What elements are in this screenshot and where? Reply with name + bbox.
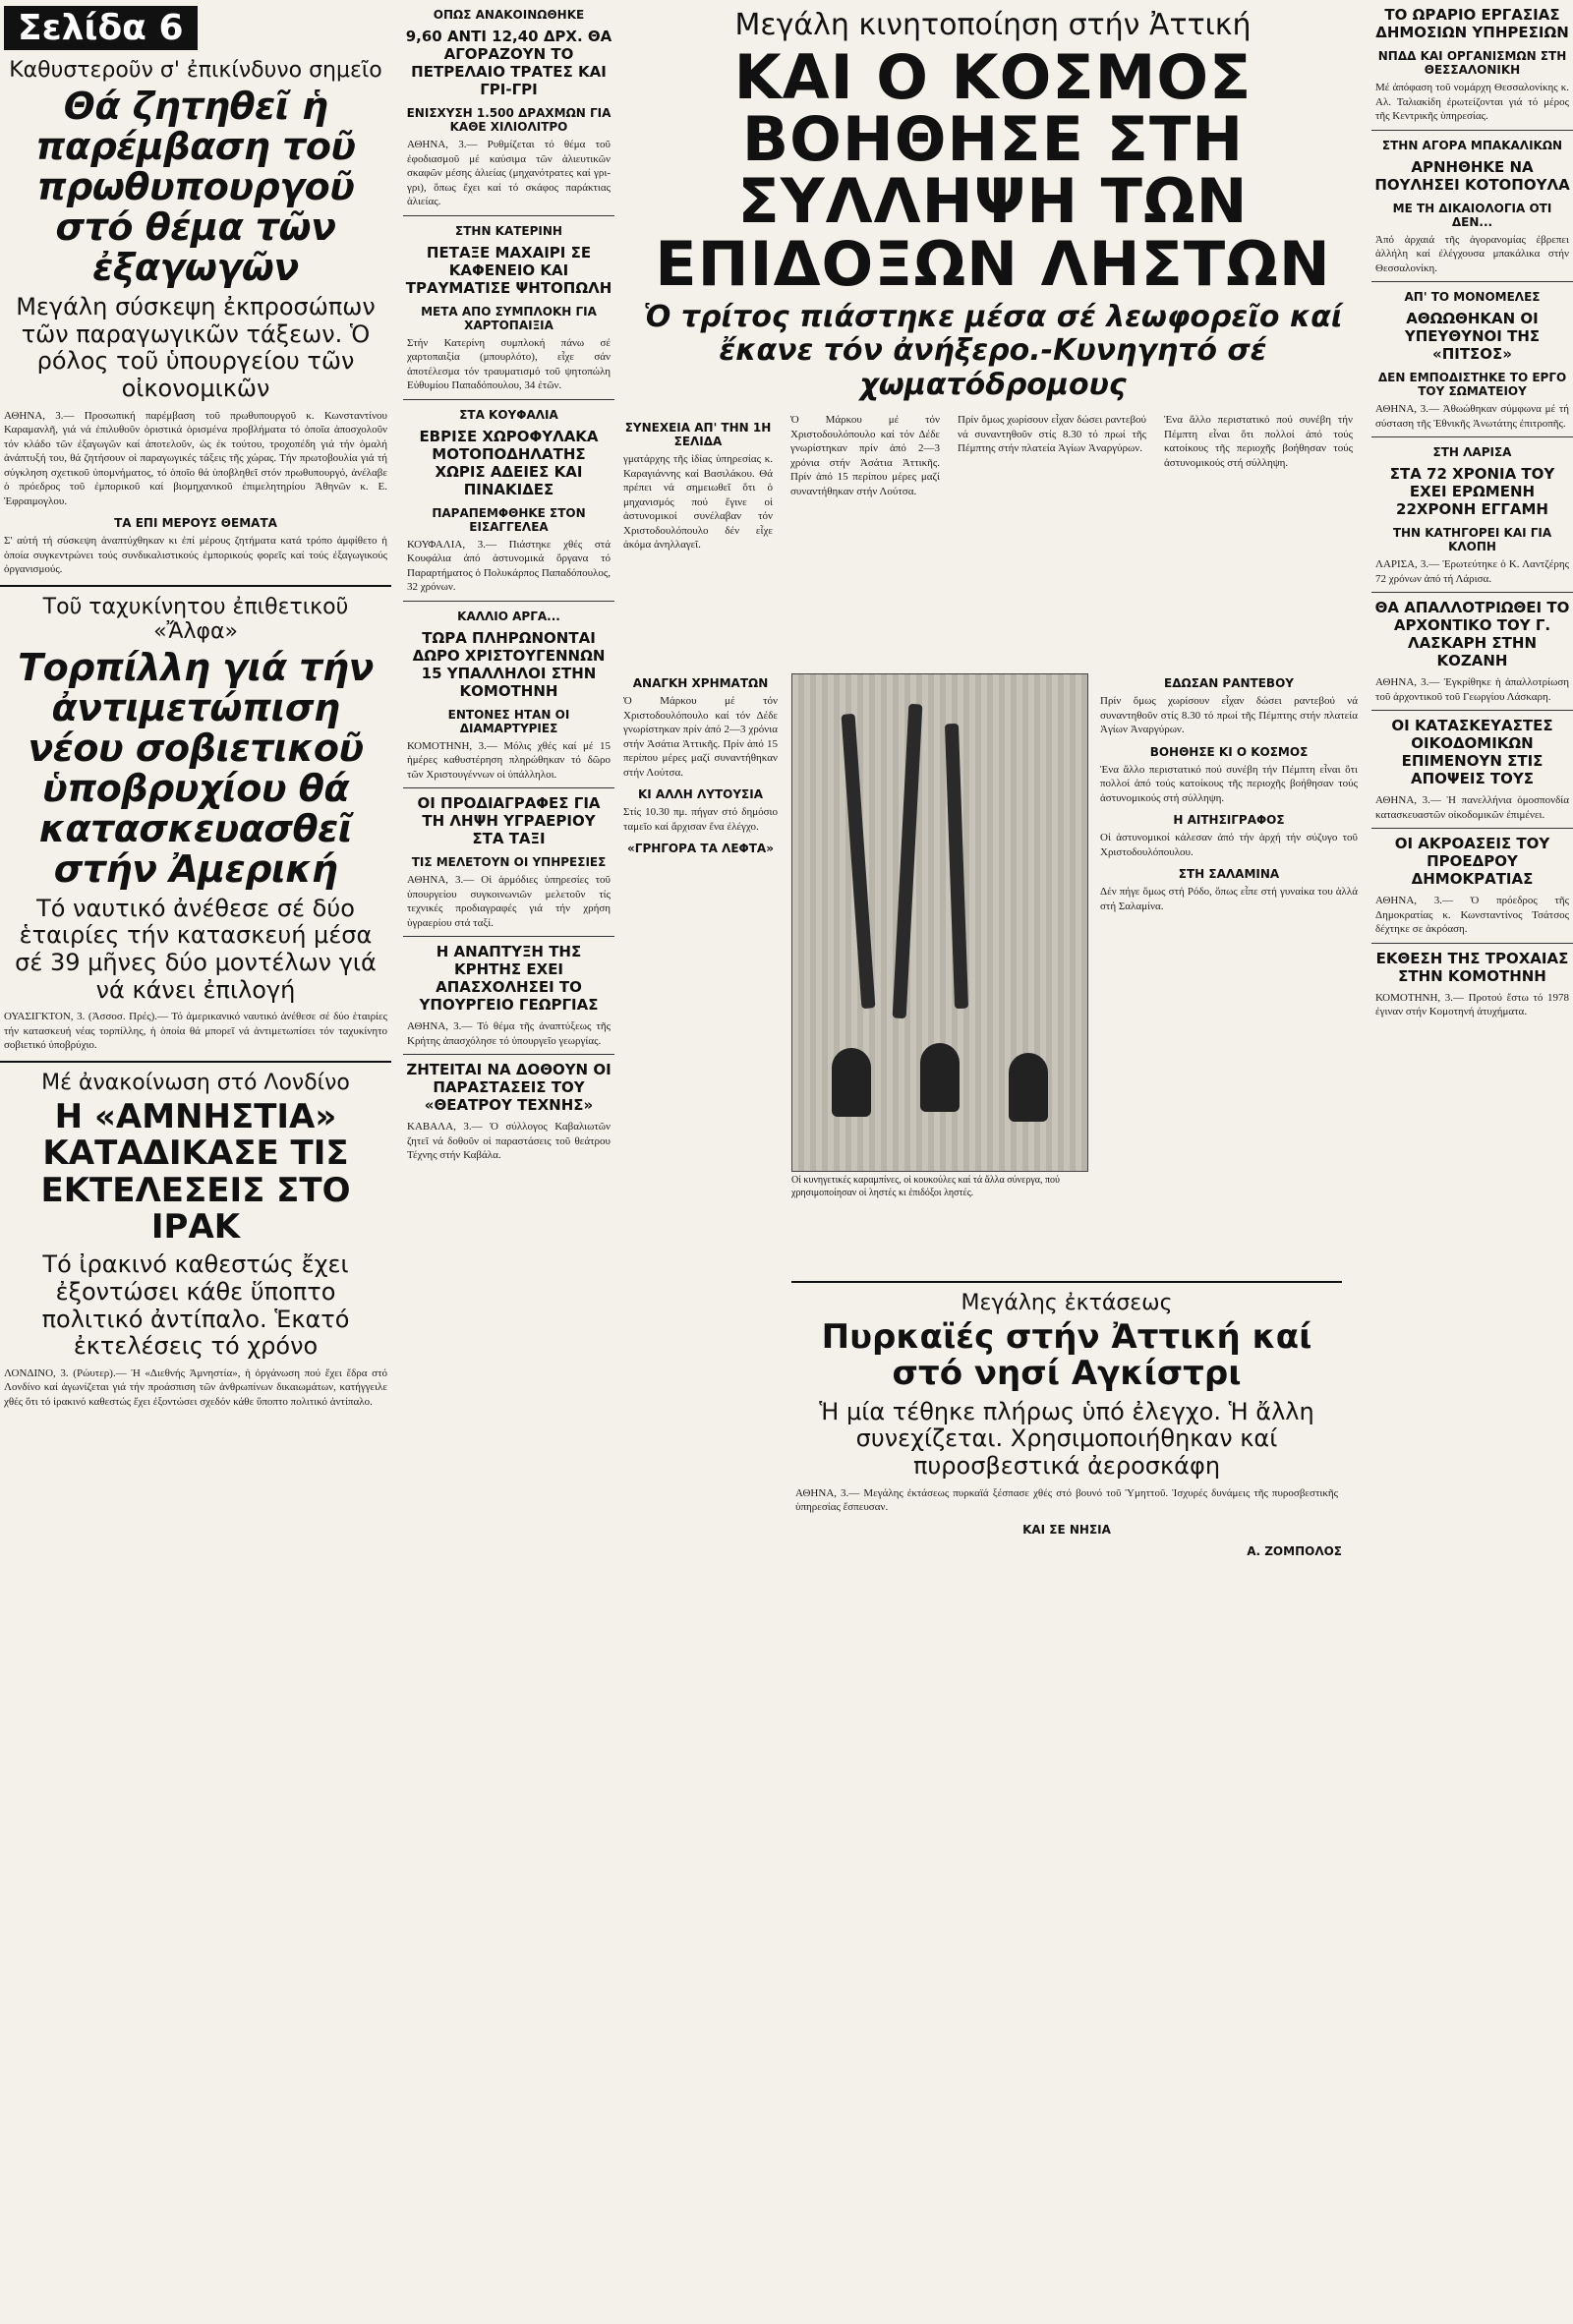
story2-subhead: Τό ναυτικό ἀνέθεσε σέ δύο ἑταιρίες τήν κατασκευή μέσα σέ 39 μῆνες δύο μοντέλων γιά νά κάνει ἐπιλογή bbox=[15, 894, 377, 1004]
main-body-7: Στίς 10.30 πμ. πήγαν στό δημόσιο ταμεῖο καί ἄρχισαν ἕνα ἐλέγχο. bbox=[623, 806, 778, 833]
column-right bbox=[1371, 0, 1573, 2324]
main-body-4b: Ἐνα ἄλλο περιστατικό πού συνέβη τήν Πέμπτη εἶναι ὅτι πολλοί ἀπό τούς κατοίκους τῆς περιοχῆς βοήθησαν τούς ἀστυνομικούς στή σύλληψη. bbox=[1100, 763, 1358, 804]
right2-body: Ἀπό ἀρχαιά τῆς ἀγορανομίας ἐβρεπει ἁλλήλη καί ἐλέγχουσα μπακάλικα στήν Θεσσαλονίκη. bbox=[1375, 233, 1569, 274]
story3-subhead: Τό ἰρακινό καθεστώς ἔχει ἐξοντώσει κάθε ὕποπτο πολιτικό ἀντίπαλο. Ἑκατό ἐκτελέσεις τό χρόνο bbox=[41, 1250, 350, 1361]
fire-sub: ΚΑΙ ΣΕ ΝΗΣΙΑ bbox=[1022, 1522, 1111, 1537]
notice-body: ΑΘΗΝΑ, 3.— Ρυθμίζεται τό θέμα τοῦ ἐφοδιασμοῦ μέ καύσιμα τῶν ἁλιευτικῶν σκαφῶν μέσης ἁλιείας (μηχανότρατες καί γρι-γρι), ὅπως ἔχει καί τό σκάφος παράκτιας ἁλιείας. bbox=[407, 139, 611, 208]
main-kicker: Μεγάλη κινητοποίηση στήν Ἀττική bbox=[734, 8, 1252, 42]
main-body-4: Ἐνα ἄλλο περιστατικό πού συνέβη τήν Πέμπτη εἶναι ὅτι πολλοί ἀπό τούς κατοίκους τῆς περιοχῆς βοήθησαν τούς ἀστυνομικούς στή σύλληψη. bbox=[1164, 414, 1353, 469]
right3-body: ΑΘΗΝΑ, 3.— Ἀθωώθηκαν σύμφωνα μέ τή σύσταση τῆς Ἐθνικῆς Ἀνωτάτης ἐπιτροπῆς. bbox=[1375, 403, 1569, 430]
divider bbox=[403, 399, 614, 400]
right1-body: Μέ ἀπόφαση τοῦ νομάρχη Θεσσαλονίκης κ. Αλ. Ταλιακίδη ἐρωτείζονται γιά τό μέρος τῆς Κεντρικῆς ὑπηρεσίας. bbox=[1375, 82, 1569, 123]
main-text-top bbox=[619, 413, 1367, 556]
fire-headline: Πυρκαϊές στήν Ἀττική καί στό νησί Αγκίστρι bbox=[821, 1317, 1312, 1394]
divider bbox=[0, 1061, 391, 1063]
brief5-headline: ΟΙ ΠΡΟΔΙΑΓΡΑΦΕΣ ΓΙΑ ΤΗ ΛΗΨΗ ΥΓΡΑΕΡΙΟΥ ΣΤΑ ΤΑΞΙ bbox=[417, 794, 601, 848]
brief6-body: ΑΘΗΝΑ, 3.— Τό θέμα τῆς ἀναπτύξεως τῆς Κρήτης ἀπασχόλησε τό ὑπουργεῖο γεωργίας. bbox=[407, 1020, 611, 1047]
hood-shape bbox=[1009, 1053, 1048, 1122]
right3-kicker: ΑΠ' ΤΟ ΜΟΝΟΜΕΛΕΣ bbox=[1404, 290, 1541, 305]
main-story bbox=[619, 0, 1367, 2324]
brief4-subhead: ΕΝΤΟΝΕΣ ΗΤΑΝ ΟΙ ΔΙΑΜΑΡΤΥΡΙΕΣ bbox=[447, 707, 570, 735]
divider bbox=[1371, 436, 1573, 437]
right2-headline: ΑΡΝΗΘΗΚΕ ΝΑ ΠΟΥΛΗΣΕΙ ΚΟΤΟΠΟΥΛΑ bbox=[1374, 157, 1570, 194]
brief6-headline: Η ΑΝΑΠΤΥΞΗ ΤΗΣ ΚΡΗΤΗΣ ΕΧΕΙ ΑΠΑΣΧΟΛΗΣΕΙ ΤΟ ΥΠΟΥΡΓΕΙΟ ΓΕΩΡΓΙΑΣ bbox=[419, 943, 599, 1015]
brief4-body: ΚΟΜΟΤΗΝΗ, 3.— Μόλις χθές καί μέ 15 ἡμέρες καθυστέρηση πληρώθηκαν τό δῶρο τῶν Χριστουγέννων οἱ ὑπάλληλοι. bbox=[407, 739, 611, 781]
story2-headline: Τορπίλλη γιά τήν ἀντιμετώπιση νέου σοβιετικοῦ ὑποβρυχίου θά κατασκευασθεῖ στήν Ἀμερική bbox=[18, 645, 374, 891]
divider bbox=[403, 936, 614, 937]
hood-shape bbox=[832, 1048, 871, 1117]
brief2-body: Στήν Κατερίνη συμπλοκή πάνω σέ χαρτοπαιξία (μπουρλότο), εἶχε σάν ἀποτέλεσμα τόν τραυματισμό τοῦ ψητοπώλη Εὐθυμίου Παπαδόπουλου, 34 ἐτῶν. bbox=[407, 336, 611, 392]
right3-subhead: ΔΕΝ ΕΜΠΟΔΙΣΤΗΚΕ ΤΟ ΕΡΓΟ ΤΟΥ ΣΩΜΑΤΕΙΟΥ bbox=[1377, 371, 1567, 399]
right4-headline: ΣΤΑ 72 ΧΡΟΝΙΑ ΤΟΥ ΕΧΕΙ ΕΡΩΜΕΝΗ 22ΧΡΟΝΗ ΕΓΓΑΜΗ bbox=[1389, 465, 1555, 519]
main-sub-1: ΑΝΑΓΚΗ ΧΡΗΜΑΤΩΝ bbox=[632, 676, 769, 690]
story1-subhead: Μεγάλη σύσκεψη ἐκπροσώπων τῶν παραγωγικῶν τάξεων. Ὁ ρόλος τοῦ ὑπουργείου τῶν οἰκονομικῶν bbox=[16, 293, 376, 402]
photo-caption: Οἱ κυνηγετικές καραμπίνες, οἱ κουκούλες καί τά ἄλλα σύνεργα, πού χρησιμοποίησαν οἱ ληστές κι ἐπιδόξοι ληστές. bbox=[791, 1175, 1060, 1198]
main-sub-4: Η ΑΙΤΗΣΙΓΡΑΦΟΣ bbox=[1173, 813, 1285, 828]
hood-shape bbox=[920, 1043, 960, 1112]
story3-headline: Η «ΑΜΝΗΣΤΙΑ» ΚΑΤΑΔΙΚΑΣΕ ΤΙΣ ΕΚΤΕΛΕΣΕΙΣ ΣΤΟ ΙΡΑΚ bbox=[40, 1096, 351, 1247]
brief4-kicker: ΚΑΛΛΙΟ ΑΡΓΑ... bbox=[457, 609, 560, 623]
divider bbox=[403, 601, 614, 602]
signature: Α. ΖΟΜΠΟΛΟΣ bbox=[1247, 1543, 1342, 1558]
divider bbox=[1371, 281, 1573, 282]
divider bbox=[403, 215, 614, 216]
fire-story bbox=[791, 1273, 1342, 1562]
fire-subhead: Ἡ μία τέθηκε πλήρως ὑπό ἐλεγχο. Ἡ ἄλλη συνεχίζεται. Χρησιμοποιήθηκαν καί πυροσβεστικά ἀεροσκάφη bbox=[819, 1397, 1314, 1480]
notice-subhead: ΕΝΙΣΧΥΣΗ 1.500 ΔΡΑΧΜΩΝ ΓΙΑ ΚΑΘΕ ΧΙΛΙΟΛΙΤΡΟ bbox=[406, 106, 612, 134]
right5-body: ΑΘΗΝΑ, 3.— Ἐγκρίθηκε ἡ ἀπαλλοτρίωση τοῦ ἀρχοντικοῦ τοῦ Γεωργίου Λάσκαρη. bbox=[1375, 676, 1569, 703]
notice-kicker: ΟΠΩΣ ΑΝΑΚΟΙΝΩΘΗΚΕ bbox=[433, 8, 585, 22]
main-sub-7: «ΓΡΗΓΟΡΑ ΤΑ ΛΕΦΤΑ» bbox=[627, 842, 774, 856]
story1-body: ΑΘΗΝΑ, 3.— Προσωπική παρέμβαση τοῦ πρωθυπουργοῦ κ. Κωνσταντίνου Καραμανλῆ, γιά νά ἐπιλυθοῦν ὁριστικά ὁρισμένα προβλήματα τό ὁποῖα ἀποσχολοῦν τόν κλάδο τῶν ἐξαγωγῶν καί ἀποτελοῦν, ὡς ἐκ τούτου, τροχοπέδη γιά τήν ὁμαλή ἀνάπτυξή του, θά ζητήσουν οἱ παραγωγικές τάξεις τῆς χώρας. Τήν πρωτοβουλία γιά τή σύγκληση σχετικοῦ ὑπομνήματος, τό ὁποῖο θά ὑποβληθεῖ στόν πρωθυπουργό, ἀνέλαβε ὁ πρόεδρος τοῦ ἐμπορικοῦ καί βιομηχανικοῦ ἐπιμελητηρίου Ἀθηνῶν κ. Ε. Ἐφραιμογλου. bbox=[4, 409, 387, 507]
story1-section-a: ΤΑ ΕΠΙ ΜΕΡΟΥΣ ΘΕΜΑΤΑ bbox=[114, 516, 277, 531]
main-sub-3: ΒΟΗΘΗΣΕ ΚΙ Ο ΚΟΣΜΟΣ bbox=[1149, 744, 1309, 759]
rifle-shape bbox=[945, 724, 968, 1009]
main-body-1: γματάρχης τῆς ἰδίας ὑπηρεσίας κ. Καραγιάννης καί Βασιλάκου. Θά πρέπει νά σημειωθεῖ ὅτι ὁ μηχανισμός πού ἔγινε οἱ ἀστυνομικοί συνέλαβαν τόν Χριστοδουλόπουλο δέν εἶχε ἀκόμα ἀνηλλαγεῖ. bbox=[623, 453, 773, 552]
story2-body: ΟΥΑΣΙΓΚΤΟΝ, 3. (Ἀσσοσ. Πρές).— Τό ἀμερικανικό ναυτικό ἀνέθεσε σέ δύο ἑταιρίες τήν κατασκευή νέας τορπίλλης, ἡ ὁποία θά μπορεῖ νά ἀντιμετωπίσει τόν ταχυκίνητο σοβιετικό ὑποβρύχιο. bbox=[4, 1011, 387, 1052]
story2-kicker: Τοῦ ταχυκίνητου ἐπιθετικοῦ «Ἄλφα» bbox=[42, 594, 349, 644]
main-sub-5: ΣΤΗ ΣΑΛΑΜΙΝΑ bbox=[1178, 867, 1280, 882]
fire-kicker: Μεγάλης ἐκτάσεως bbox=[961, 1291, 1173, 1315]
right2-kicker: ΣΤΗΝ ΑΓΟΡΑ ΜΠΑΚΑΛΙΚΩΝ bbox=[1381, 138, 1563, 152]
right8-body: ΚΟΜΟΤΗΝΗ, 3.— Προτού ἔστω τό 1978 ἐγιναν στήν Κομοτηνή ἀτυχήματα. bbox=[1375, 991, 1569, 1018]
story1-kicker: Καθυστεροῦν σ' ἐπικίνδυνο σημεῖο bbox=[9, 58, 382, 83]
weapons-photo bbox=[791, 673, 1088, 1172]
brief5-body: ΑΘΗΝΑ, 3.— Οἱ ἁρμόδιες ὑπηρεσίες τοῦ ὑπουργείου συγκοινωνιῶν μελετοῦν τίς τεχνικές προδιαγραφές γιά τήν χρήση ὑγραερίου στά ταξί. bbox=[407, 874, 611, 929]
main-text-right bbox=[1096, 668, 1367, 917]
main-sub-2: ΕΔΩΣΑΝ ΡΑΝΤΕΒΟΥ bbox=[1164, 676, 1294, 690]
brief3-body: ΚΟΥΦΑΛΙΑ, 3.— Πιάστηκε χθές στά Κουφάλια ἀπό ἀστυνομικά ὄργανα τό Παραρτήματος ὁ Πολυκάρπος Παπαδόπουλος, 32 χρόνων. bbox=[407, 538, 611, 594]
column-left bbox=[0, 0, 391, 2324]
brief2-subhead: ΜΕΤΑ ΑΠΟ ΣΥΜΠΛΟΚΗ ΓΙΑ ΧΑΡΤΟΠΑΙΞΙΑ bbox=[421, 304, 597, 332]
column-briefs bbox=[403, 0, 614, 2324]
divider bbox=[1371, 130, 1573, 131]
divider bbox=[403, 1054, 614, 1055]
brief3-headline: ΕΒΡΙΣΕ ΧΩΡΟΦΥΛΑΚΑ ΜΟΤΟΠΟΔΗΛΑΤΗΣ ΧΩΡΙΣ ΑΔΕΙΕΣ ΚΑΙ ΠΙΝΑΚΙΔΕΣ bbox=[419, 427, 599, 498]
brief7-body: ΚΑΒΑΛΑ, 3.— Ὁ σύλλογος Καβαλιωτῶν ζητεῖ νά δοθοῦν οἱ παραστάσεις τοῦ θεάτρου Τέχνης στήν Καβάλα. bbox=[407, 1121, 611, 1162]
story1-headline: Θά ζητηθεῖ ἡ παρέμβαση τοῦ πρωθυπουργοῦ στό θέμα τῶν ἐξαγωγῶν bbox=[35, 85, 356, 290]
brief3-kicker: ΣΤΑ ΚΟΥΦΑΛΙΑ bbox=[459, 407, 558, 422]
right1-subhead: ΝΠΔΔ ΚΑΙ ΟΡΓΑΝΙΣΜΩΝ ΣΤΗ ΘΕΣΣΑΛΟΝΙΚΗ bbox=[1377, 49, 1567, 77]
divider bbox=[1371, 943, 1573, 944]
story3-kicker: Μέ ἀνακοίνωση στό Λονδίνο bbox=[41, 1070, 350, 1095]
main-body-3: Πρίν ὅμως χωρίσουν εἶχαν δώσει ραντεβού νά συναντηθοῦν στίς 8.30 τό πρωί τῆς Πέμπτης στήν πλατεία Ἁγίων Ἀναργύρων. bbox=[958, 414, 1146, 455]
main-text-left bbox=[619, 668, 786, 859]
divider bbox=[1371, 592, 1573, 593]
main-body-3b: Πρίν ὅμως χωρίσουν εἶχαν δώσει ραντεβού νά συναντηθοῦν στίς 8.30 τό πρωί τῆς Πέμπτης στήν πλατεία Ἁγίων Ἀναργύρων. bbox=[1100, 695, 1358, 736]
brief7-headline: ΖΗΤΕΙΤΑΙ ΝΑ ΔΟΘΟΥΝ ΟΙ ΠΑΡΑΣΤΑΣΕΙΣ ΤΟΥ «ΘΕΑΤΡΟΥ ΤΕΧΝΗΣ» bbox=[406, 1061, 612, 1115]
main-body-2: Ὁ Μάρκου μέ τόν Χριστοδουλόπουλο καί τόν Δέδε γνωρίστηκαν πρίν ἀπό 2—3 χρόνια στήν Ἀσάτια Ἀττικῆς. Πρίν ἀπό 15 περίπου μέρες μαζί συναντήθηκαν στήν Λούτσα. bbox=[623, 695, 778, 779]
right3-headline: ΑΘΩΩΘΗΚΑΝ ΟΙ ΥΠΕΥΘΥΝΟΙ ΤΗΣ «ΠΙΤΣΟΣ» bbox=[1404, 310, 1541, 364]
divider bbox=[0, 585, 391, 587]
main-body-intro: Ὁ Μάρκου μέ τόν Χριστοδουλόπουλο καί τόν Δέδε γνωρίστηκαν πρίν ἀπό 2—3 χρόνια στήν Ἀσάτια Ἀττικῆς. Πρίν ἀπό 15 περίπου μέρες μαζί συναντήθηκαν στήν Λούτσα. bbox=[790, 414, 940, 497]
right5-headline: ΘΑ ΑΠΑΛΛΟΤΡΙΩΘΕΙ ΤΟ ΑΡΧΟΝΤΙΚΟ ΤΟΥ Γ. ΛΑΣΚΑΡΗ ΣΤΗΝ ΚΟΖΑΝΗ bbox=[1374, 599, 1570, 670]
main-subheadline: Ὁ τρίτος πιάστηκε μέσα σέ λεωφορεῖο καί ἔκανε τόν ἀνήξερο.-Κυνηγητό σέ χωματόδρομους bbox=[643, 299, 1343, 402]
rifle-shape bbox=[842, 714, 876, 1009]
divider bbox=[403, 787, 614, 788]
right6-body: ΑΘΗΝΑ, 3.— Ἡ πανελλήνια ὁμοσπονδία κατασκευαστῶν οἰκοδομικῶν ἐπιμένει. bbox=[1375, 794, 1569, 821]
main-body-5: Οἱ ἀστυνομικοί κάλεσαν ἀπό τήν ἀρχή τήν σύζυγο τοῦ Χριστοδουλόπουλου. bbox=[1100, 832, 1358, 858]
page-label: Σελίδα 6 bbox=[4, 6, 198, 50]
right1-headline: ΤΟ ΩΡΑΡΙΟ ΕΡΓΑΣΙΑΣ ΔΗΜΟΣΙΩΝ ΥΠΗΡΕΣΙΩΝ bbox=[1375, 6, 1569, 41]
right4-body: ΛΑΡΙΣΑ, 3.— Ἑρωτεύτηκε ὁ Κ. Λαντζέρης 72 χρόνων ἀπό τή Λάρισα. bbox=[1375, 558, 1569, 585]
main-headline: ΚΑΙ Ο ΚΟΣΜΟΣ ΒΟΗΘΗΣΕ ΣΤΗ ΣΥΛΛΗΨΗ ΤΩΝ ΕΠΙΔΟΞΩΝ ΛΗΣΤΩΝ bbox=[655, 41, 1331, 300]
notice-headline: 9,60 ΑΝΤΙ 12,40 ΔΡΧ. ΘΑ ΑΓΟΡΑΖΟΥΝ ΤΟ ΠΕΤΡΕΛΑΙΟ ΤΡΑΤΕΣ ΚΑΙ ΓΡΙ-ΓΡΙ bbox=[405, 28, 612, 98]
story3-body: ΛΟΝΔΙΝΟ, 3. (Ρώυτερ).— Ἡ «Διεθνής Ἀμνηστία», ἡ ὀργάνωση πού ἔχει ἕδρα στό Λονδίνο καί ἀγωνίζεται γιά τήν προάσπιση τῶν ἀνθρωπίνων δικαιωμάτων, κατήγγειλε χθές ὅτι τό ἰρακινό καθεστώς ἔχει ἐξοντώσει σχεδόν κάθε ὕποπτο πολιτικό ἀντίπαλο. bbox=[4, 1366, 387, 1408]
brief2-headline: ΠΕΤΑΞΕ ΜΑΧΑΙΡΙ ΣΕ ΚΑΦΕΝΕΙΟ ΚΑΙ ΤΡΑΥΜΑΤΙΣΕ ΨΗΤΟΠΩΛΗ bbox=[405, 243, 612, 297]
right7-body: ΑΘΗΝΑ, 3.— Ὁ πρόεδρος τῆς Δημοκρατίας κ. Κωνσταντίνος Τσάτσος δέχτηκε σε ἀκρόαση. bbox=[1375, 895, 1569, 936]
divider bbox=[1371, 710, 1573, 711]
right6-headline: ΟΙ ΚΑΤΑΣΚΕΥΑΣΤΕΣ ΟΙΚΟΔΟΜΙΚΩΝ ΕΠΙΜΕΝΟΥΝ ΣΤΙΣ ΑΠΟΨΕΙΣ ΤΟΥΣ bbox=[1391, 717, 1553, 788]
rifle-shape bbox=[893, 704, 923, 1018]
right4-subhead: ΤΗΝ ΚΑΤΗΓΟΡΕΙ ΚΑΙ ΓΙΑ ΚΛΟΠΗ bbox=[1392, 526, 1552, 554]
brief5-subhead: ΤΙΣ ΜΕΛΕΤΟΥΝ ΟΙ ΥΠΗΡΕΣΙΕΣ bbox=[411, 855, 607, 870]
main-continue: ΣΥΝΕΧΕΙΑ ΑΠ' ΤΗΝ 1Η ΣΕΛΙΔΑ bbox=[624, 421, 772, 448]
right2-subhead: ΜΕ ΤΗ ΔΙΚΑΙΟΛΟΓΙΑ ΟΤΙ ΔΕΝ... bbox=[1392, 201, 1552, 229]
divider bbox=[791, 1281, 1342, 1283]
fire-body: ΑΘΗΝΑ, 3.— Μεγάλης ἐκτάσεως πυρκαϊά ξέσπασε χθές στό βουνό τοῦ Ὑμηττοῦ. Ἰσχυρές δυνάμεις τῆς πυροσβεστικῆς ὑπηρεσίας ἔσπευσαν. bbox=[795, 1486, 1338, 1514]
divider bbox=[1371, 828, 1573, 829]
right8-headline: ΕΚΘΕΣΗ ΤΗΣ ΤΡΟΧΑΙΑΣ ΣΤΗΝ ΚΟΜΟΤΗΝΗ bbox=[1375, 949, 1569, 985]
main-sub-6: ΚΙ ΑΛΛΗ ΛΥΤΟΥΣΙΑ bbox=[637, 787, 764, 802]
right4-kicker: ΣΤΗ ΛΑΡΙΣΑ bbox=[1432, 445, 1512, 460]
story1-body-a: Σ' αὐτή τή σύσκεψη ἀναπτύχθηκαν κι ἐπί μέρους ζητήματα κατά τρόπο ἀμφίθετο ἡ ὁποία συγκεντρώνει τούς συνδικαλιστικούς ἐμπορικούς φορεῖς καί τούς ἐξαγωγικούς ὀργανισμούς. bbox=[4, 535, 387, 576]
brief4-headline: ΤΩΡΑ ΠΛΗΡΩΝΟΝΤΑΙ ΔΩΡΟ ΧΡΙΣΤΟΥΓΕΝΝΩΝ 15 ΥΠΑΛΛΗΛΟΙ ΣΤΗΝ ΚΟΜΟΤΗΝΗ bbox=[412, 628, 606, 700]
brief3-subhead: ΠΑΡΑΠΕΜΦΘΗΚΕ ΣΤΟΝ ΕΙΣΑΓΓΕΛΕΑ bbox=[432, 505, 586, 534]
main-body-6: Δέν πήγε ὅμως στή Ρόδο, ὅπως εἶπε στή γυναίκα του ἀλλά στή Σαλαμίνα. bbox=[1100, 886, 1358, 912]
brief2-kicker: ΣΤΗΝ ΚΑΤΕΡΙΝΗ bbox=[455, 223, 562, 238]
right7-headline: ΟΙ ΑΚΡΟΑΣΕΙΣ ΤΟΥ ΠΡΟΕΔΡΟΥ ΔΗΜΟΚΡΑΤΙΑΣ bbox=[1394, 835, 1550, 889]
